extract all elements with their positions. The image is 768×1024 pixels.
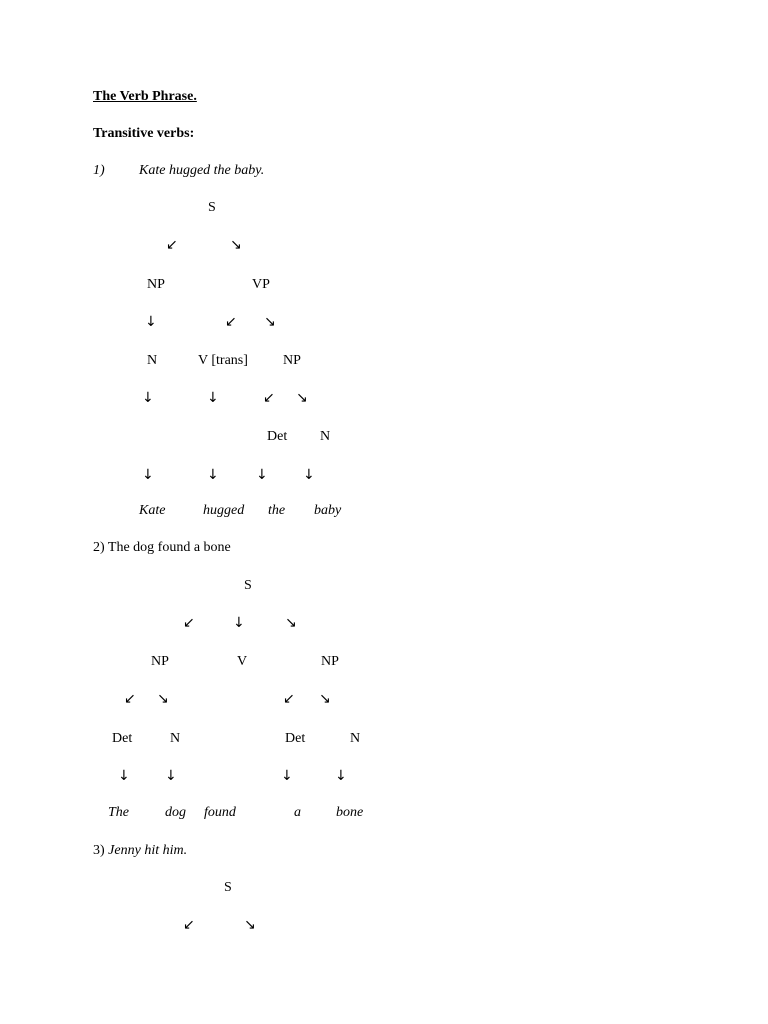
ex1-node-np2: NP bbox=[283, 353, 301, 368]
ex1-word: the bbox=[268, 503, 286, 518]
ex1-arrow-down-icon: ↓ bbox=[142, 390, 154, 406]
ex1-word: baby bbox=[314, 503, 342, 518]
ex1-arrow-down-icon: ↓ bbox=[207, 390, 219, 406]
ex1-arrow-down-right-icon: ↘ bbox=[296, 390, 308, 406]
ex1-arrow-down-right-icon: ↘ bbox=[230, 237, 242, 253]
ex1-word: hugged bbox=[203, 503, 245, 518]
ex3-arrow-down-right-icon: ↘ bbox=[244, 917, 256, 933]
ex1-arrow-down-left-icon: ↙ bbox=[166, 237, 178, 253]
ex2-node-n2: N bbox=[350, 731, 361, 746]
ex1-arrow-down-left-icon: ↙ bbox=[263, 390, 275, 406]
ex1-arrow-down-icon: ↓ bbox=[303, 467, 315, 483]
ex2-arrow-down-icon: ↓ bbox=[165, 768, 177, 784]
ex2-node-np2: NP bbox=[321, 654, 339, 669]
example-3-number: 3) bbox=[93, 843, 105, 858]
ex1-word: Kate bbox=[139, 503, 166, 518]
ex1-node-s: S bbox=[208, 200, 216, 215]
ex2-node-s: S bbox=[244, 578, 252, 593]
ex2-arrow-down-icon: ↓ bbox=[118, 768, 130, 784]
ex1-arrow-down-left-icon: ↙ bbox=[225, 314, 237, 330]
ex2-node-det1: Det bbox=[112, 731, 133, 746]
ex2-word: The bbox=[108, 805, 129, 820]
example-1-number: 1) bbox=[93, 163, 105, 178]
example-2-sentence: 2) The dog found a bone bbox=[93, 540, 231, 555]
ex2-arrow-down-left-icon: ↙ bbox=[283, 691, 295, 707]
ex2-arrow-down-right-icon: ↘ bbox=[285, 615, 297, 631]
example-3-heading bbox=[93, 843, 187, 859]
ex2-arrow-down-icon: ↓ bbox=[335, 768, 347, 784]
ex1-node-np: NP bbox=[147, 277, 165, 292]
ex1-arrow-down-icon: ↓ bbox=[207, 467, 219, 483]
ex1-arrow-down-icon: ↓ bbox=[256, 467, 268, 483]
ex1-node-n: N bbox=[147, 353, 158, 368]
ex1-arrow-down-right-icon: ↘ bbox=[264, 314, 276, 330]
section-heading: Transitive verbs: bbox=[93, 126, 195, 141]
ex2-node-v: V bbox=[237, 654, 248, 669]
ex2-arrow-down-right-icon: ↘ bbox=[157, 691, 169, 707]
ex2-word: bone bbox=[336, 805, 364, 820]
ex2-arrow-down-icon: ↓ bbox=[233, 615, 245, 631]
ex2-arrow-down-left-icon: ↙ bbox=[124, 691, 136, 707]
ex2-word: dog bbox=[165, 805, 186, 820]
ex2-node-n1: N bbox=[170, 731, 181, 746]
ex1-node-n2: N bbox=[320, 429, 331, 444]
ex1-node-det: Det bbox=[267, 429, 288, 444]
ex2-word: a bbox=[294, 805, 301, 820]
ex2-arrow-down-right-icon: ↘ bbox=[319, 691, 331, 707]
ex1-node-v-trans: V [trans] bbox=[198, 353, 248, 368]
ex2-node-np1: NP bbox=[151, 654, 169, 669]
ex2-arrow-down-left-icon: ↙ bbox=[183, 615, 195, 631]
document-title: The Verb Phrase. bbox=[93, 89, 197, 104]
ex1-node-vp: VP bbox=[252, 277, 270, 292]
ex3-arrow-down-left-icon: ↙ bbox=[183, 917, 195, 933]
example-1-sentence: Kate hugged the baby. bbox=[139, 163, 265, 178]
ex3-node-s: S bbox=[224, 880, 232, 895]
example-3-sentence: Jenny hit him. bbox=[108, 843, 188, 858]
ex2-arrow-down-icon: ↓ bbox=[281, 768, 293, 784]
ex2-node-det2: Det bbox=[285, 731, 306, 746]
ex2-word: found bbox=[204, 805, 236, 820]
ex1-arrow-down-icon: ↓ bbox=[145, 314, 157, 330]
ex1-arrow-down-icon: ↓ bbox=[142, 467, 154, 483]
